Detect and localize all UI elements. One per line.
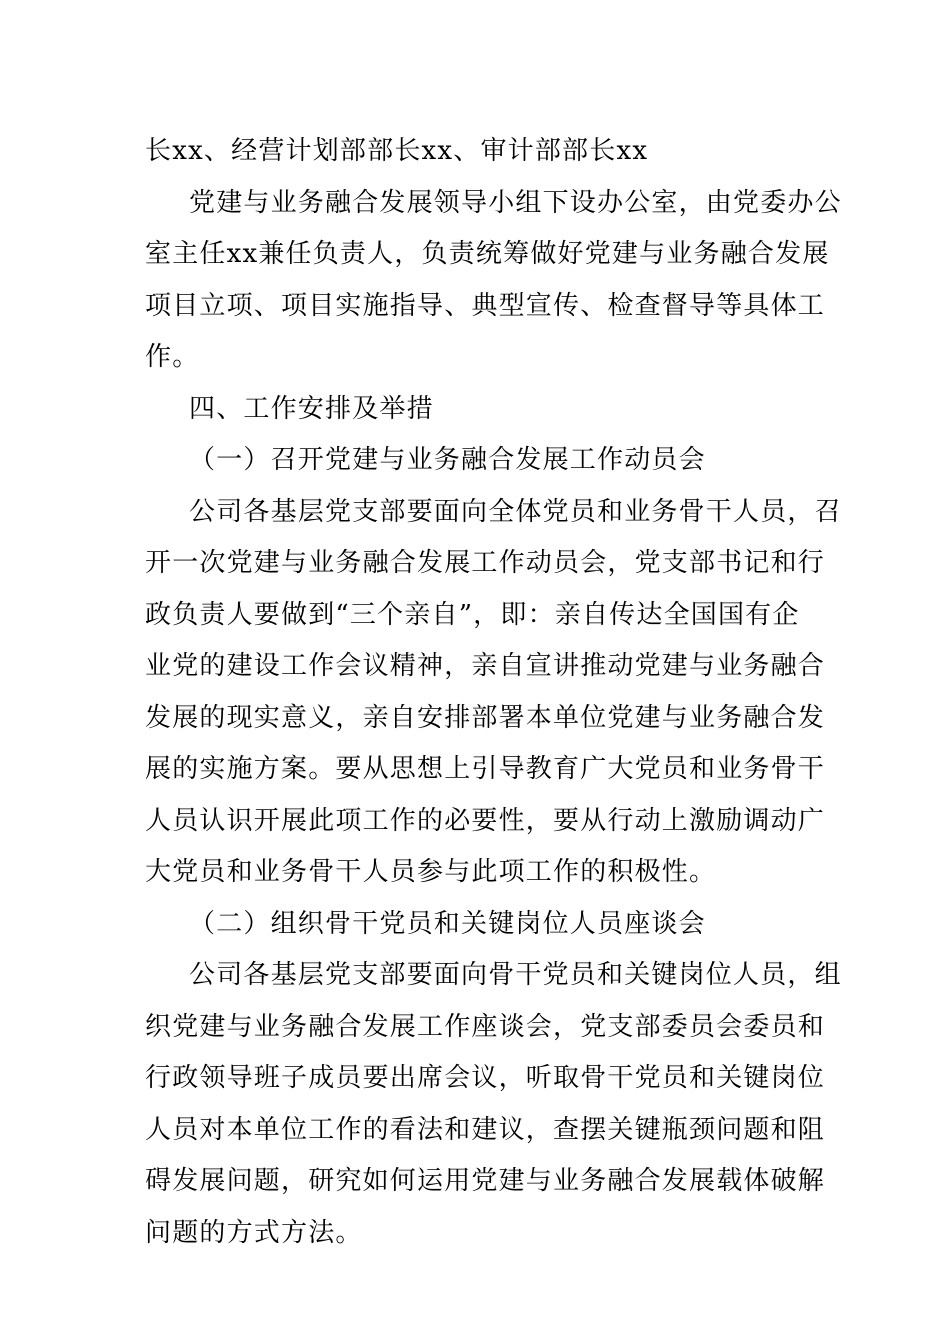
paragraph-line: 人员认识开展此项工作的必要性，要从行动上激励调动广 <box>145 805 826 836</box>
paragraph-line: 人员对本单位工作的看法和建议，查摆关键瓶颈问题和阻 <box>145 1114 826 1145</box>
paragraph-line: 室主任xx兼任负责人，负责统筹做好党建与业务融合发展 <box>145 239 830 269</box>
paragraph-line: 党建与业务融合发展领导小组下设办公室，由党委办公 <box>189 187 842 218</box>
paragraph-line: 公司各基层党支部要面向骨干党员和关键岗位人员，组 <box>189 960 842 990</box>
section-heading: 四、工作安排及举措 <box>189 393 434 424</box>
paragraph-line: 开一次党建与业务融合发展工作动员会，党支部书记和行 <box>145 548 826 578</box>
paragraph-line: 项目立项、项目实施指导、典型宣传、检查督导等具体工 <box>145 290 826 321</box>
paragraph-line: 展的实施方案。要从思想上引导教育广大党员和业务骨干 <box>145 754 826 784</box>
paragraph-line: 织党建与业务融合发展工作座谈会，党支部委员会委员和 <box>145 1011 826 1042</box>
subsection-heading: （二）组织骨干党员和关键岗位人员座谈会 <box>189 908 706 939</box>
paragraph-line: 政负责人要做到“三个亲自”，即：亲自传达全国国有企 <box>145 599 800 630</box>
paragraph-line: 长xx、经营计划部部长xx、审计部部长xx <box>145 136 649 166</box>
paragraph-line: 业党的建设工作会议精神，亲自宣讲推动党建与业务融合 <box>145 651 826 681</box>
paragraph-line: 公司各基层党支部要面向全体党员和业务骨干人员，召 <box>189 496 842 527</box>
paragraph-line: 作。 <box>145 342 200 372</box>
paragraph-line: 碍发展问题，研究如何运用党建与业务融合发展载体破解 <box>145 1166 826 1196</box>
paragraph-line: 发展的现实意义，亲自安排部署本单位党建与业务融合发 <box>145 702 826 733</box>
paragraph-line: 行政领导班子成员要出席会议，听取骨干党员和关键岗位 <box>145 1063 826 1093</box>
subsection-heading: （一）召开党建与业务融合发展工作动员会 <box>189 445 706 475</box>
paragraph-line: 问题的方式方法。 <box>145 1217 363 1248</box>
document-body <box>145 126 842 1259</box>
paragraph-line: 大党员和业务骨干人员参与此项工作的积极性。 <box>145 857 717 887</box>
